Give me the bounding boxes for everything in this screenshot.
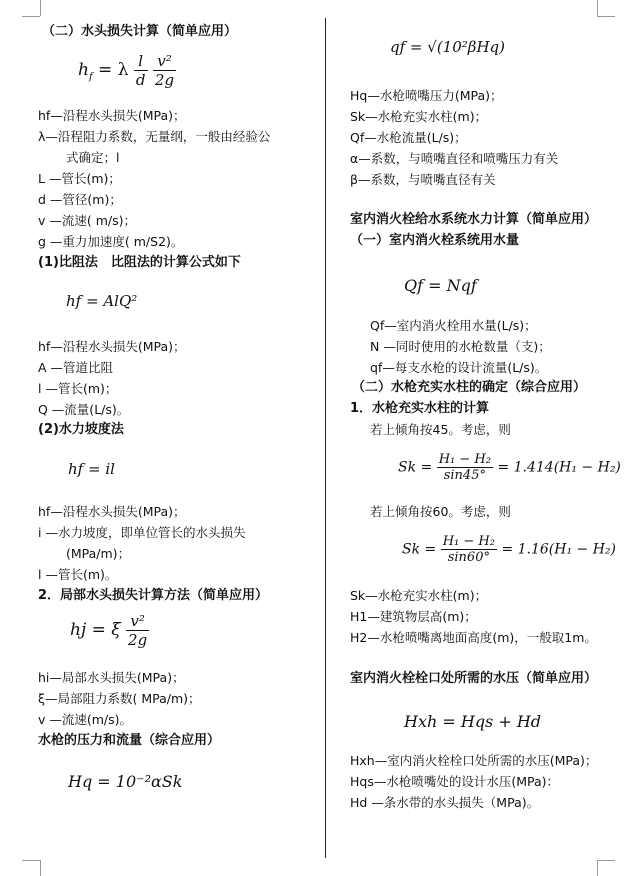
def4-hi: hi—局部水头损失(MPa)； bbox=[38, 670, 185, 685]
formula-hf-darcy: $h_f = \lambda$ $\frac{l}{d}$ $\frac{\text{v²}}{2g}$ bbox=[78, 52, 175, 89]
column-divider bbox=[325, 18, 326, 858]
text-45-degree: 若上倾角按45。考虑，则 bbox=[370, 422, 511, 437]
def3-l: l —管长(m)。 bbox=[38, 567, 118, 582]
def3-H1: H1—建筑物层高(m)； bbox=[350, 609, 477, 624]
corner-mark-tr-h bbox=[597, 16, 615, 17]
def-hf: hf—沿程水头损失(MPa)； bbox=[38, 108, 186, 123]
heading-water-usage: （一）室内消火栓系统用水量 bbox=[350, 233, 520, 248]
def4-v: v —流速(m/s)。 bbox=[38, 712, 133, 727]
heading-water-column-calc: 1．水枪充实水柱的计算 bbox=[350, 401, 490, 416]
heading-head-loss: （二）水头损失计算（简单应用） bbox=[42, 24, 238, 39]
def-beta: β—系数，与喷嘴直径有关 bbox=[350, 172, 496, 187]
def-alpha: α—系数，与喷嘴直径和喷嘴压力有关 bbox=[350, 151, 559, 166]
corner-mark-tl-h bbox=[22, 16, 40, 17]
formula-sk45: Sk = $\frac{\text{H₁ − H₂}}{\sin 45^\circ}$ = 1.414(H₁ − H₂) bbox=[398, 452, 621, 483]
def2-Qf: Qf—室内消火栓用水量(L/s)； bbox=[370, 318, 537, 333]
formula-hj: hj = ξ $\frac{\text{v²}}{2g}$ bbox=[70, 612, 148, 649]
def2-l: l —管长(m)； bbox=[38, 381, 118, 396]
def4-xi: ξ—局部阻力系数( MPa/m)； bbox=[38, 691, 201, 706]
heading-hydrant-pressure: 室内消火栓栓口处所需的水压（简单应用） bbox=[350, 671, 598, 686]
def3-Sk: Sk—水枪充实水柱(m)； bbox=[350, 588, 488, 603]
def2-Q: Q —流量(L/s)。 bbox=[38, 402, 130, 417]
formula-qf: qf = √(10²βHq) bbox=[390, 38, 505, 56]
def2-N: N —同时使用的水枪数量（支)； bbox=[370, 339, 551, 354]
def2-A: A —管道比阻 bbox=[38, 360, 114, 375]
text-60-degree: 若上倾角按60。考虑，则 bbox=[370, 504, 511, 519]
def-lambda-cont: 式确定；l bbox=[66, 150, 120, 165]
heading-specific-resistance: (1)比阻法 比阻法的计算公式如下 bbox=[38, 255, 241, 270]
formula-sk60: Sk = $\frac{\text{H₁ − H₂}}{\sin 60^\circ}$ = 1.16(H₁ − H₂) bbox=[402, 534, 616, 565]
corner-mark-tl-v bbox=[40, 0, 41, 16]
def-g: g —重力加速度( m/S2)。 bbox=[38, 234, 184, 249]
def3-i-unit: (MPa/m)； bbox=[66, 546, 131, 561]
def2-qf: qf—每支水枪的设计流量(L/s)。 bbox=[370, 360, 548, 375]
def-Hq: Hq—水枪喷嘴压力(MPa)； bbox=[350, 88, 503, 103]
formula-Qf-Nqf: Qf = Nqf bbox=[404, 276, 477, 295]
def-lambda: λ—沿程阻力系数，无量纲，一般由经验公 bbox=[38, 129, 271, 144]
corner-mark-br-h bbox=[597, 860, 615, 861]
corner-mark-bl-v bbox=[40, 860, 41, 876]
formula-il: hf = il bbox=[68, 460, 115, 478]
heading-nozzle-pressure: 水枪的压力和流量（综合应用） bbox=[38, 733, 221, 748]
heading-local-loss: 2．局部水头损失计算方法（简单应用） bbox=[38, 588, 269, 603]
def4-Hxh: Hxh—室内消火栓栓口处所需的水压(MPa)； bbox=[350, 753, 598, 768]
def-Qf: Qf—水枪流量(L/s)； bbox=[350, 130, 467, 145]
heading-indoor-hydrant-calc: 室内消火栓给水系统水力计算（简单应用） bbox=[350, 212, 598, 227]
def3-H2: H2—水枪喷嘴离地面高度(m)，一般取1m。 bbox=[350, 630, 597, 645]
corner-mark-bl-h bbox=[22, 860, 40, 861]
def-d: d —管径(m)； bbox=[38, 192, 122, 207]
formula-alq2: hf = AlQ² bbox=[66, 292, 138, 310]
def3-i: i —水力坡度，即单位管长的水头损失 bbox=[38, 525, 246, 540]
def-v: v —流速( m/s)； bbox=[38, 213, 136, 228]
def-L: L —管长(m)； bbox=[38, 171, 121, 186]
heading-water-column: （二）水枪充实水柱的确定（综合应用） bbox=[352, 380, 587, 395]
corner-mark-br-v bbox=[597, 860, 598, 876]
def-Sk: Sk—水枪充实水柱(m)； bbox=[350, 109, 488, 124]
def3-hf: hf—沿程水头损失(MPa)； bbox=[38, 504, 186, 519]
formula-hxh: Hxh = Hqs + Hd bbox=[404, 712, 542, 731]
def4-Hqs: Hqs—水枪喷嘴处的设计水压(MPa)： bbox=[350, 774, 560, 789]
formula-hq: Hq = 10⁻²αSk bbox=[68, 772, 183, 791]
corner-mark-tr-v bbox=[597, 0, 598, 16]
def2-hf: hf—沿程水头损失(MPa)； bbox=[38, 339, 186, 354]
heading-hydraulic-slope: (2)水力坡度法 bbox=[38, 422, 124, 437]
def4-Hd: Hd —条水带的水头损失（MPa)。 bbox=[350, 795, 540, 810]
